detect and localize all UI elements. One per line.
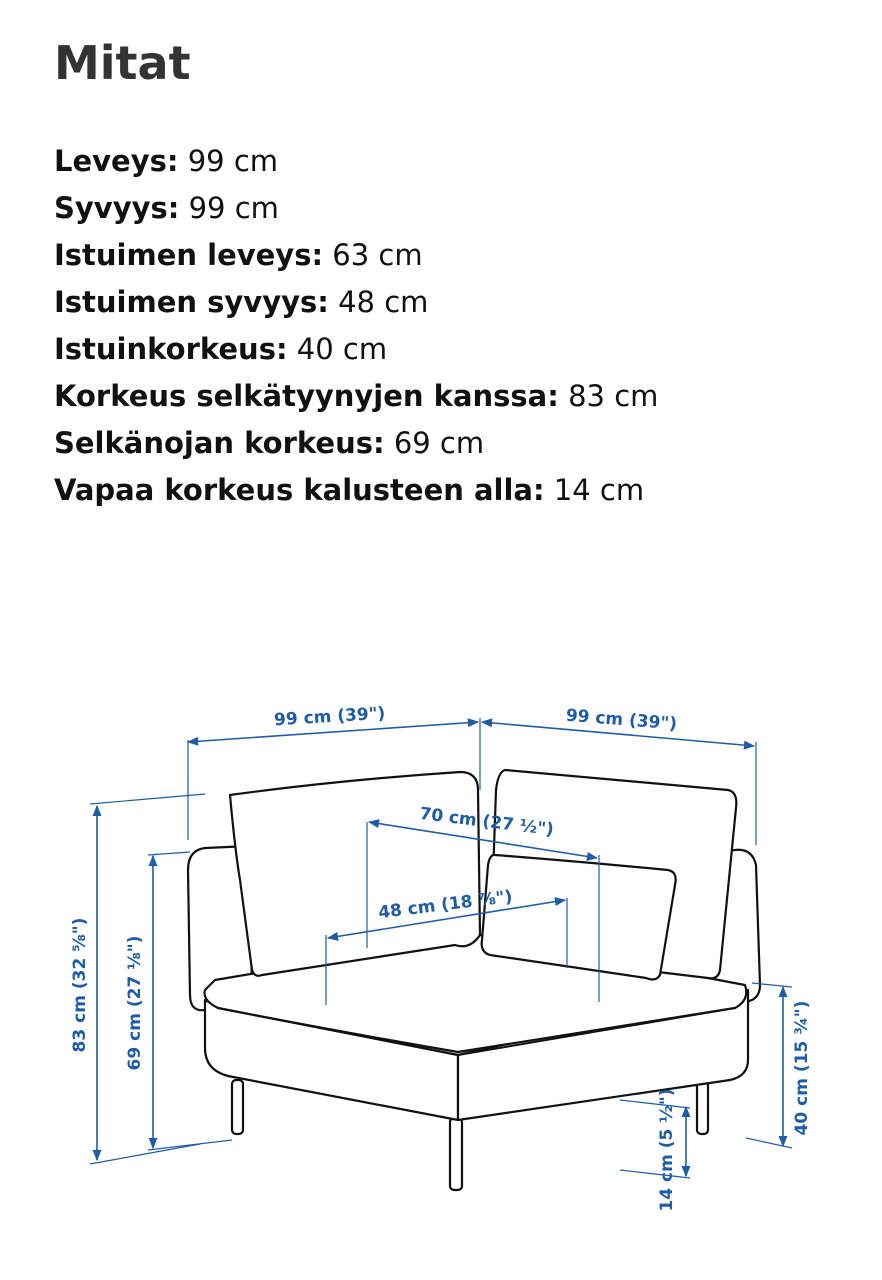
- label-total-height: 83 cm (32 ⅝"): [70, 917, 90, 1053]
- spec-seat-height: [54, 326, 658, 373]
- spec-depth: [54, 185, 658, 232]
- spec-label: Istuinkorkeus:: [54, 332, 288, 366]
- spec-label: Korkeus selkätyynyjen kanssa:: [54, 379, 559, 413]
- spec-value: 40 cm: [296, 332, 388, 366]
- sofa-back-cushion-left: [230, 772, 480, 976]
- label-seat-height: 40 cm (15 ¾"): [792, 1000, 812, 1136]
- sofa-leg: [232, 1080, 243, 1134]
- spec-height-with-cushions: [54, 373, 658, 420]
- spec-label: Istuimen leveys:: [54, 238, 324, 272]
- spec-label: Leveys:: [54, 144, 179, 178]
- spec-label: Selkänojan korkeus:: [54, 426, 385, 460]
- spec-value: 99 cm: [187, 144, 279, 178]
- spec-value: 99 cm: [188, 191, 279, 225]
- spec-label: Istuimen syvyys:: [54, 285, 329, 319]
- spec-value: 69 cm: [393, 426, 485, 460]
- spec-width: [54, 138, 658, 185]
- spec-seat-width: [54, 232, 658, 279]
- label-width-left: 99 cm (39"): [273, 703, 386, 731]
- label-width-right: 99 cm (39"): [565, 705, 678, 735]
- label-free-height: 14 cm (5 ½"): [657, 1088, 677, 1212]
- sofa-leg: [450, 1118, 462, 1190]
- label-seat-depth: 48 cm (18 ⅞"): [377, 886, 514, 924]
- spec-value: 14 cm: [553, 473, 645, 507]
- label-seat-width: 70 cm (27 ½"): [418, 803, 555, 841]
- spec-seat-depth: [54, 279, 658, 326]
- spec-value: 48 cm: [338, 285, 429, 319]
- spec-label: Syvyys:: [54, 191, 180, 225]
- spec-value: 63 cm: [332, 238, 423, 272]
- sofa-leg: [697, 1080, 708, 1134]
- spec-value: 83 cm: [568, 379, 659, 413]
- page-title: Mitat: [54, 36, 191, 90]
- sofa-dimension-diagram: [0, 640, 882, 1280]
- dimension-specs-list: [54, 138, 658, 514]
- label-back-height: 69 cm (27 ⅛"): [125, 935, 145, 1071]
- spec-label: Vapaa korkeus kalusteen alla:: [54, 473, 545, 507]
- spec-backrest-height: [54, 420, 658, 467]
- spec-free-height: [54, 467, 658, 514]
